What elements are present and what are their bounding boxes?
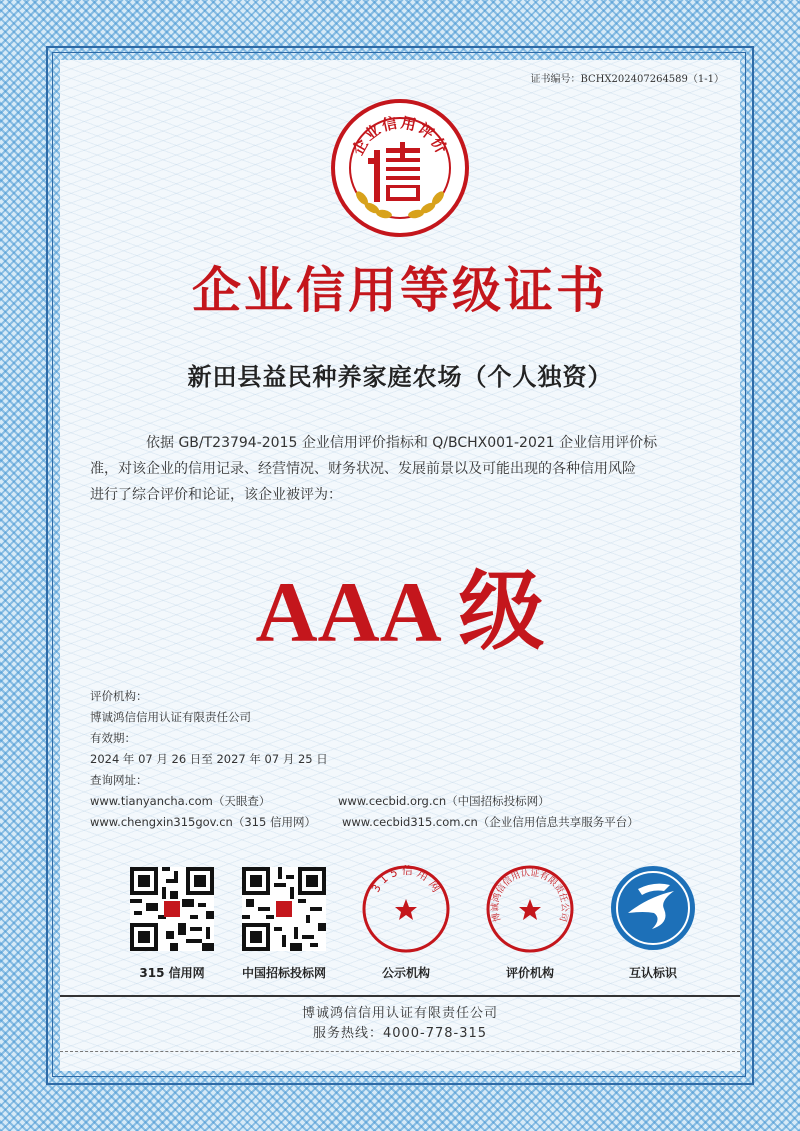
- stamp1-text: 3 1 5 信 用 网: [369, 864, 443, 895]
- valid-label: 有效期：: [90, 731, 136, 745]
- valid-value: 2024 年 07 月 26 日至 2027 年 07 月 25 日: [90, 752, 328, 766]
- stamp2-caption: 评价机构: [505, 966, 554, 980]
- publicity-stamp-icon: [360, 863, 452, 955]
- links-row-2: [90, 812, 720, 833]
- evaluation-stamp-icon: [484, 863, 576, 955]
- query-label: 查询网址：: [90, 773, 148, 787]
- qr-code-cecbid-icon[interactable]: [242, 867, 326, 951]
- statement-line-2: 准，对该企业的信用记录、经营情况、财务状况、发展前景以及可能出现的各种信用风险: [90, 461, 636, 477]
- logo-caption: 互认标识: [628, 966, 677, 980]
- org-value: 博诚鸿信信用认证有限责任公司: [90, 710, 251, 724]
- qr-code-315-icon[interactable]: [130, 867, 214, 951]
- mutual-recognition-logo-icon: [608, 863, 698, 953]
- links-row-1: [90, 791, 720, 812]
- link-cecbid315[interactable]: www.cecbid315.com.cn（企业信用信息共享服务平台）: [342, 815, 639, 829]
- footer-hotline: 服务热线：4000-778-315: [312, 1026, 488, 1041]
- org-label: 评价机构：: [90, 689, 148, 703]
- serial-number: [531, 70, 724, 85]
- qr-caption-315: 315 信用网: [139, 966, 205, 980]
- statement-line-1: 依据 GB/T23794-2015 企业信用评价指标和 Q/BCHX001-2021 企业信用评价标: [146, 435, 658, 451]
- footer-rule: [60, 995, 740, 997]
- footer-company: 博诚鸿信信用认证有限责任公司: [301, 1006, 498, 1021]
- company-name: 新田县益民种养家庭农场（个人独资）: [187, 362, 613, 391]
- certificate-title: 企业信用等级证书: [191, 262, 608, 319]
- footer-dashed-rule: [60, 1051, 740, 1052]
- seal-ring-text: 企业信用评价: [348, 113, 452, 159]
- link-cecbid[interactable]: www.cecbid.org.cn（中国招标投标网）: [338, 794, 550, 808]
- info-block: [90, 686, 720, 833]
- stamp1-caption: 公示机构: [381, 966, 430, 980]
- statement-line-3: 进行了综合评价和论证，该企业被评为：: [90, 487, 342, 503]
- certificate-body: [60, 60, 740, 1071]
- credit-grade: AAA 级: [255, 564, 545, 660]
- certificate-statement: [90, 430, 720, 508]
- link-chengxin315[interactable]: www.chengxin315gov.cn（315 信用网）: [90, 815, 316, 829]
- stamp2-text: 博诚鸿信信用认证有限责任公司: [490, 868, 570, 923]
- link-tianyancha[interactable]: www.tianyancha.com（天眼查）: [90, 794, 271, 808]
- svg-text:3 1 5 信 用 网: [369, 863, 443, 895]
- serial-label: 证书编号：: [530, 74, 581, 85]
- credit-seal-emblem: [330, 98, 470, 238]
- serial-value: BCHX202407264589（1-1）: [580, 74, 724, 85]
- qr-caption-cecbid: 中国招标投标网: [241, 966, 326, 980]
